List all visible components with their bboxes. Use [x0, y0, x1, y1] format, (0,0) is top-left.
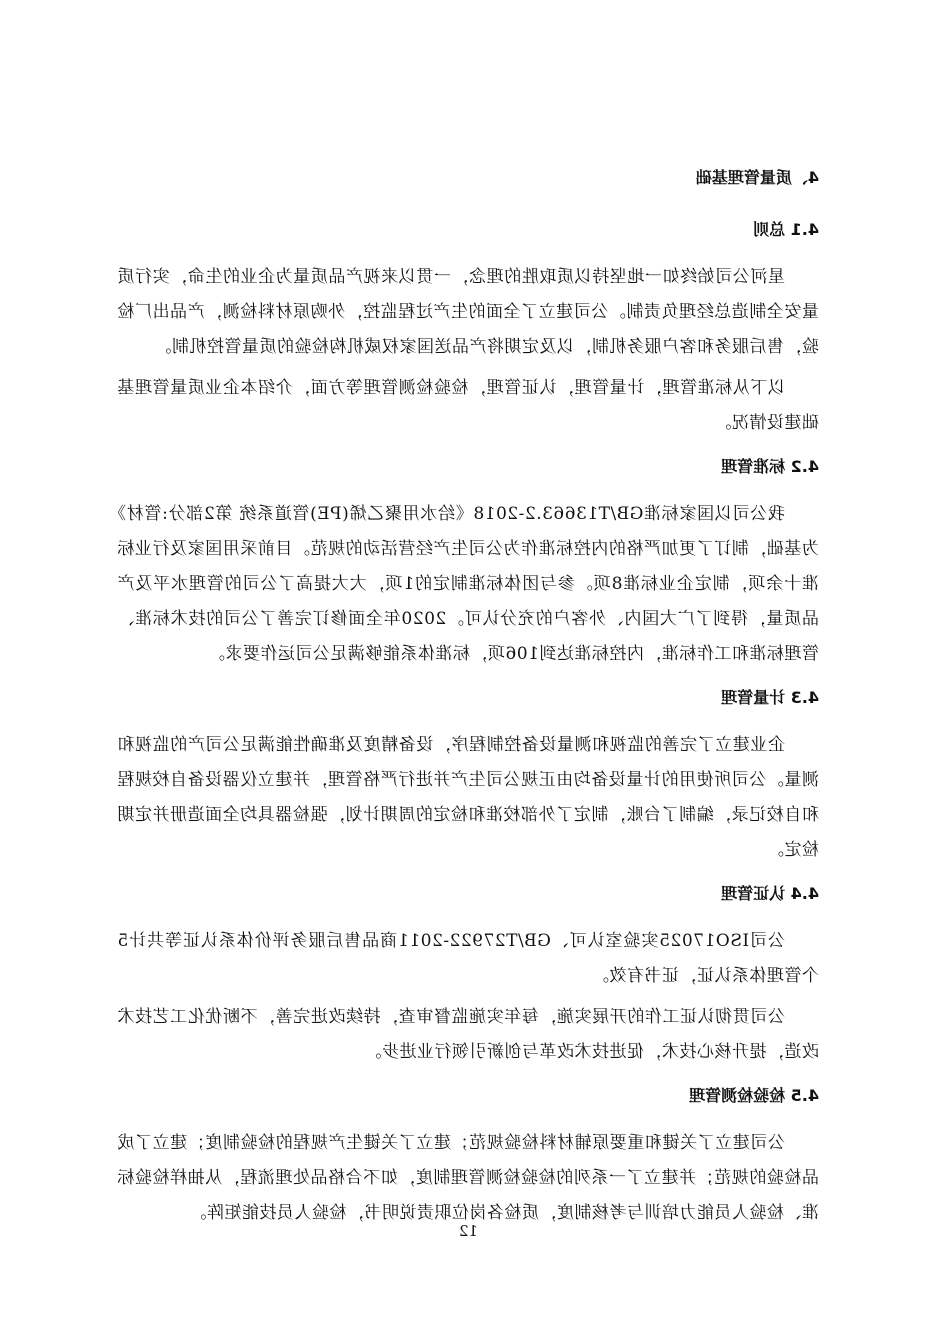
- paragraph: 星河公司始终如一地坚持以质取胜的理念，一贯以来视产品质量为企业的生命，实行质量安全制造总经理负责制。公司建立了全面的生产过程监控，外购原材料检测，产品出厂检验，售后服务和客户服务机制，以及定期将产品送国家权威机构检验的质量管控机制。: [117, 267, 819, 357]
- section-heading-4-1: 4.1 总则: [753, 220, 819, 239]
- paragraph: 公司贯彻认证工作的开展实施，每年实施监督审查，持续改进完善，不断优化工艺技术改造，提升核心技术，促进技术改革与创新引领行业进步。: [117, 1007, 819, 1062]
- section-heading-4-4: 4.4 认证管理: [721, 884, 819, 903]
- main-heading: 4、质量管理基础: [695, 168, 819, 187]
- paragraph: 企业建立了完善的监视和测量设备控制程序，设备精度及准确性能满足公司产的监视和测量。公司所使用的计量设备均由正规公司生产并进行严格管理，并建立仪器设备自校规程和自校记录，编制了台账，制定了外部校准和检定的周期计划，强检器具均全面造册并定期检定。: [117, 735, 819, 860]
- section-heading-4-3: 4.3 计量管理: [721, 688, 819, 707]
- page-content: [117, 160, 819, 1237]
- section-heading-4-2: 4.2 标准管理: [721, 457, 819, 476]
- paragraph: 公司建立了关键和重要原辅材料检验规范；建立了关键生产规程的检验制度；建立了成品检验的规范；并建立了一系列的检验检测管理制度，如不合格品处理流程，从抽样检验标准、检验人员能力培训与考核制度，质检各岗位职责说明书，检验人员技能矩阵。: [117, 1133, 819, 1223]
- paragraph: 以下从标准管理，计量管理，认证管理，检验检测管理等方面，介绍本企业质量管理基础建设情况。: [117, 378, 819, 433]
- paragraph: 我公司以国家标准GB/T13663.2-2018《给水用聚乙烯(PE)管道系统 第2部分:管材》为基础，制订了更加严格的内控标准作为公司生产经营活动的规范。目前采用国家及行业标准十余项，制定企业标准8项。参与团体标准制定的1项，大大提高了公司的管理水平及产品质量，得到了广大国内、外客户的充分认可。2020年全面修订完善了公司的技术标准、管理标准和工作标准，内控标准达到106项，标准体系能够满足公司运作要求。: [117, 504, 819, 664]
- section-heading-4-5: 4.5 检验检测管理: [689, 1086, 819, 1105]
- paragraph: 公司ISO17025实验室认可、GB/T27922-2011商品售后服务评价体系认证等共计5个管理体系认证，证书有效。: [117, 931, 819, 986]
- page-number: 12: [458, 1222, 479, 1240]
